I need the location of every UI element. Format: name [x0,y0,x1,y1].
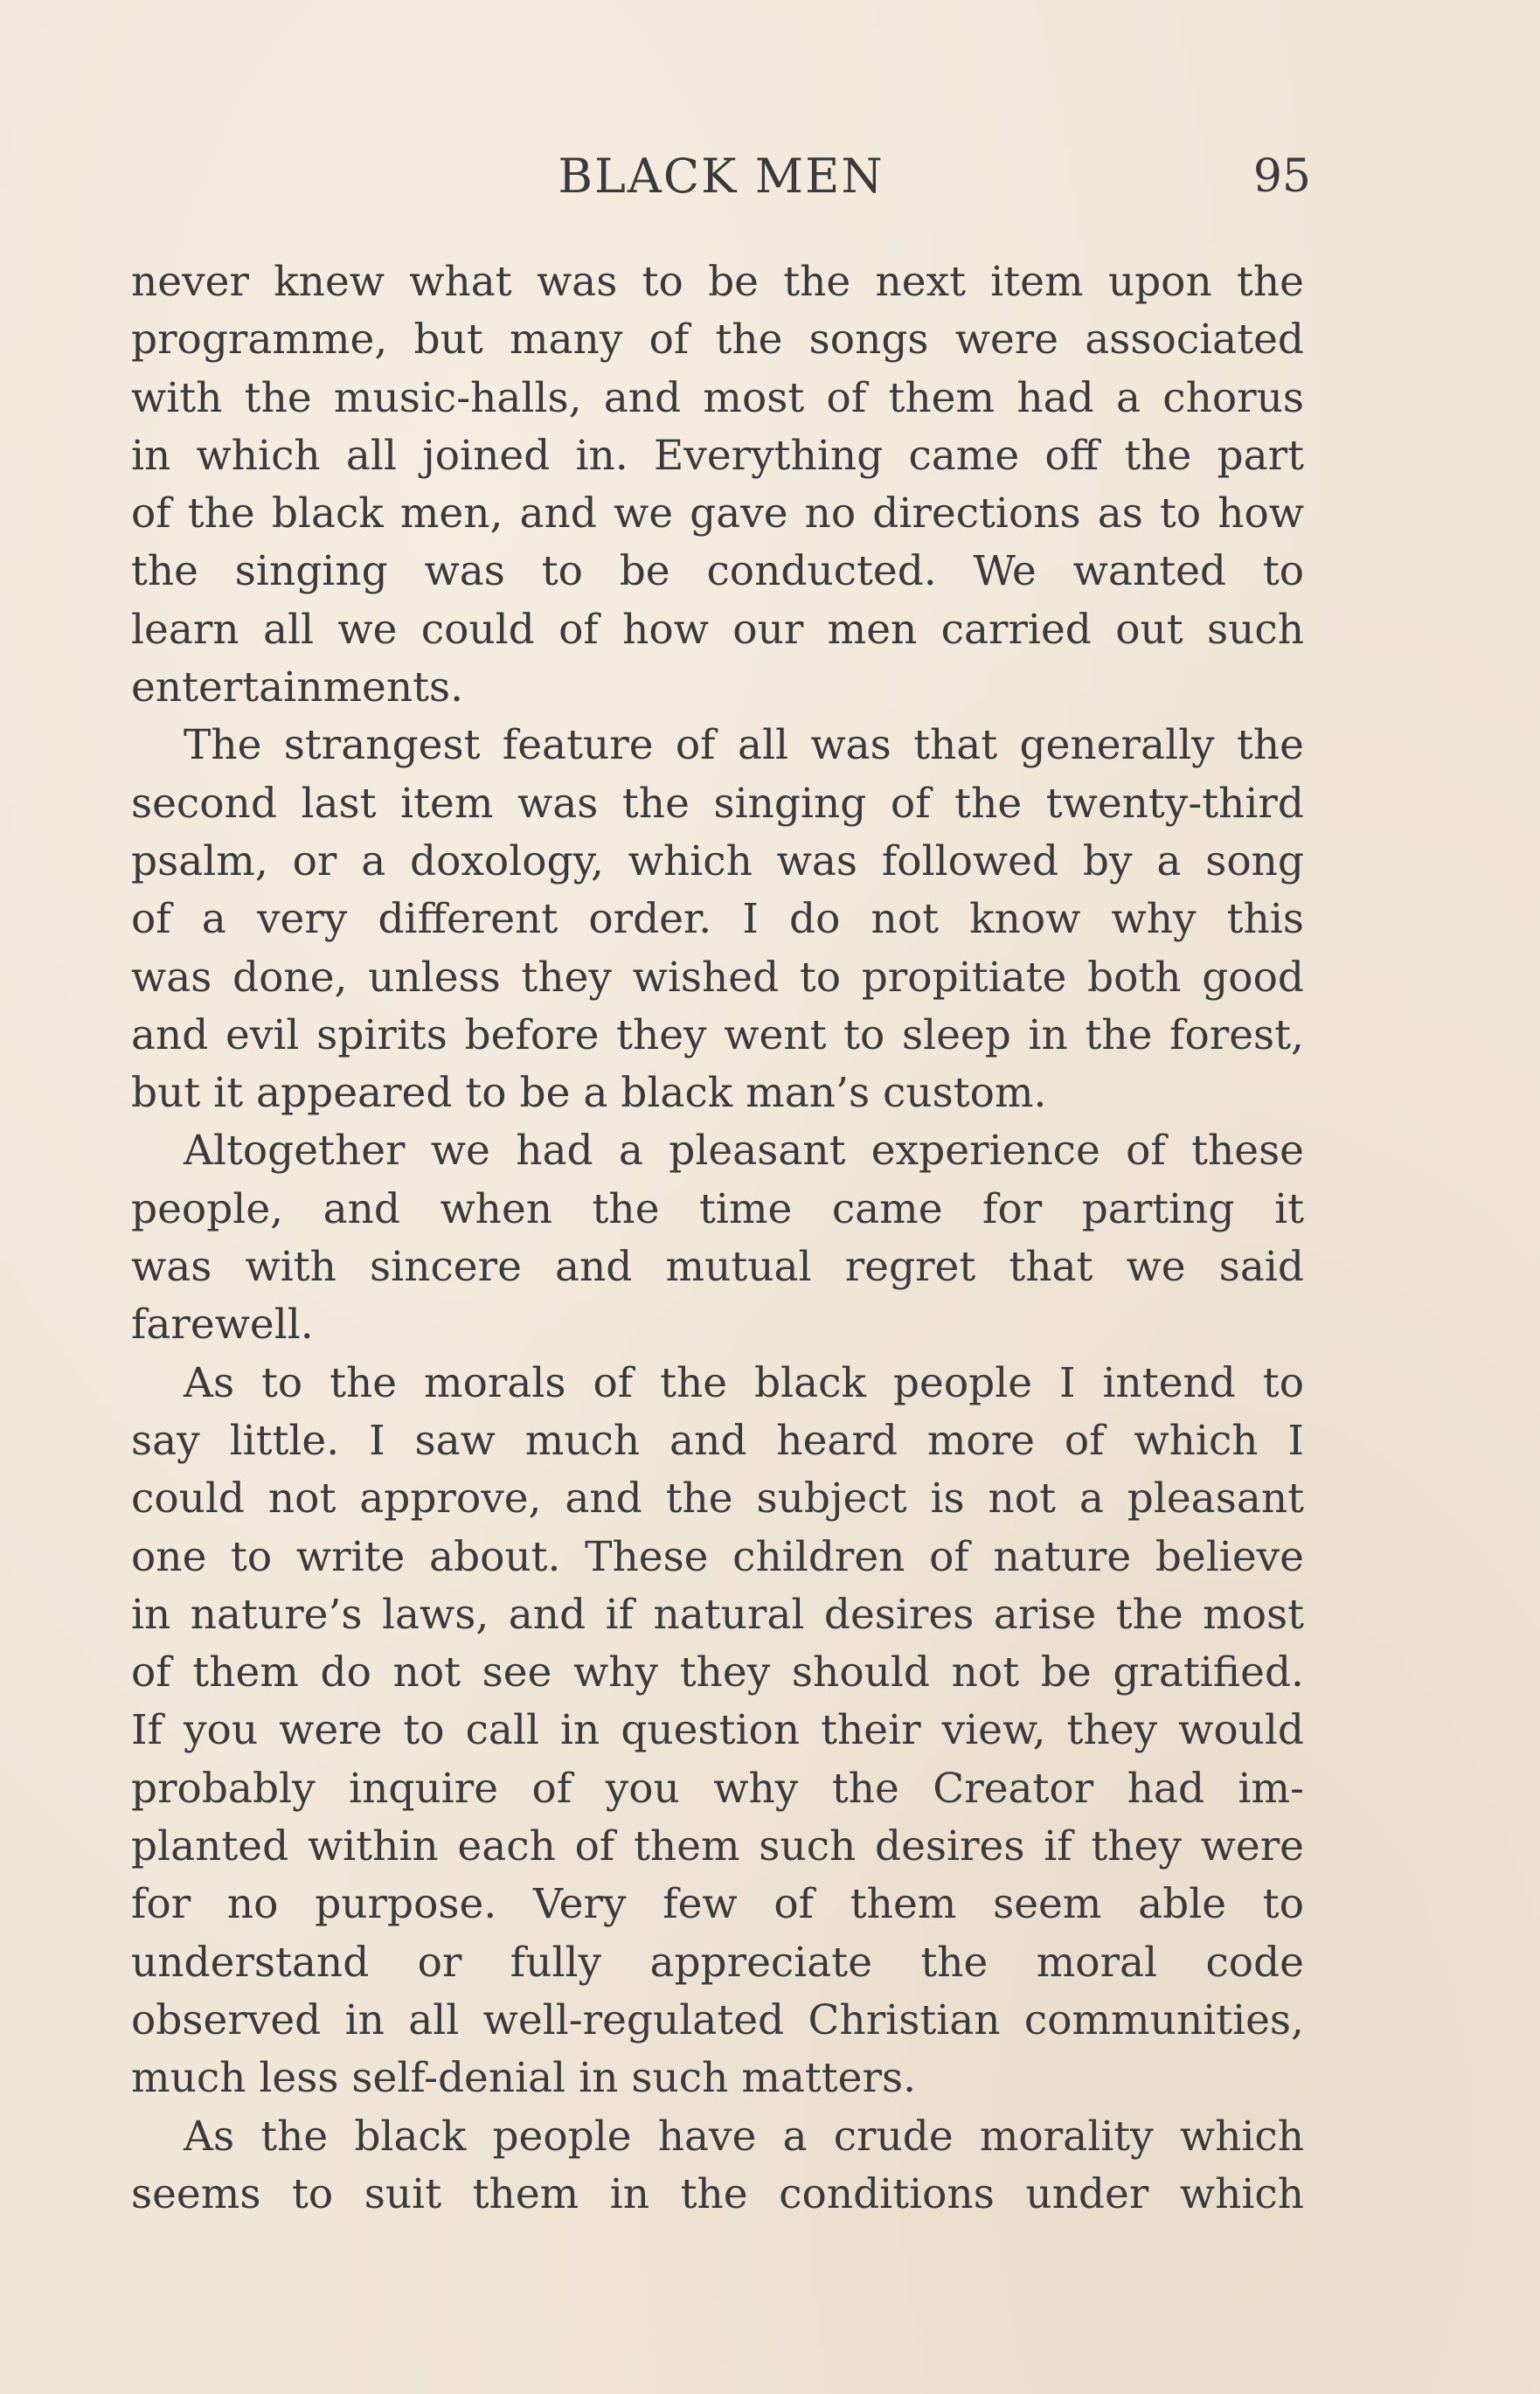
text-line: entertainments. [131,663,464,712]
paragraph-2 [131,717,1304,1122]
text-line: observed in all well-regulated Christian communities, [131,1995,1304,2044]
text-line: psalm, or a doxology, which was followed by a song [131,836,1304,885]
text-line: could not approve, and the subject is not a pleasant [131,1475,1304,1523]
text-line: one to write about. These children of nature believe [131,1532,1304,1581]
text-line: farewell. [131,1301,314,1350]
text-line: planted within each of them such desires if they were [131,1822,1304,1871]
text-line: was done, unless they wished to propitiate both good [131,953,1304,1002]
paragraph-1 [131,253,1304,717]
text-line: for no purpose. Very few of them seem able to [131,1880,1304,1929]
text-line: of a very different order. I do not know why this [131,895,1304,944]
text-line: As the black people have a crude morality which [184,2112,1304,2161]
text-line: and evil spirits before they went to sleep in the forest, [131,1010,1304,1059]
text-line: If you were to call in question their view, they would [131,1706,1304,1755]
text-line: Altogether we had a pleasant experience of these [184,1127,1304,1176]
text-line: of them do not see why they should not be gratified. [131,1648,1304,1697]
paragraph-4 [131,1355,1304,2108]
paragraph-3 [131,1122,1304,1354]
text-line: As to the morals of the black people I intend to [184,1358,1304,1407]
text-line: the singing was to be conducted. We wanted to [131,547,1304,596]
text-line: probably inquire of you why the Creator had im- [131,1764,1304,1813]
text-line: with the music-halls, and most of them had a chorus [131,373,1304,422]
text-line: The strangest feature of all was that generally the [184,721,1304,770]
text-line: much less self-denial in such matters. [131,2054,917,2103]
text-line: in which all joined in. Everything came off the part [131,431,1304,480]
text-line: second last item was the singing of the twenty-third [131,779,1304,828]
text-line: understand or fully appreciate the moral code [131,1938,1304,1987]
text-line: in nature’s laws, and if natural desires arise the most [131,1590,1304,1639]
text-line: but it appeared to be a black man’s custom. [131,1069,1047,1118]
body-text [131,253,1304,2224]
text-line: was with sincere and mutual regret that we said [131,1243,1304,1292]
text-line: programme, but many of the songs were associated [131,316,1304,364]
text-line: of the black men, and we gave no directions as to how [131,489,1304,538]
text-line: people, and when the time came for parting it [131,1184,1304,1233]
running-head [131,149,1311,210]
text-line: never knew what was to be the next item upon the [131,258,1304,306]
running-title: BLACK MEN [558,149,884,204]
text-line: say little. I saw much and heard more of which I [131,1416,1304,1465]
paragraph-5 [131,2108,1304,2224]
text-line: seems to suit them in the conditions under which [131,2169,1304,2218]
page-number: 95 [1252,150,1311,203]
text-line: learn all we could of how our men carried out such [131,605,1304,654]
